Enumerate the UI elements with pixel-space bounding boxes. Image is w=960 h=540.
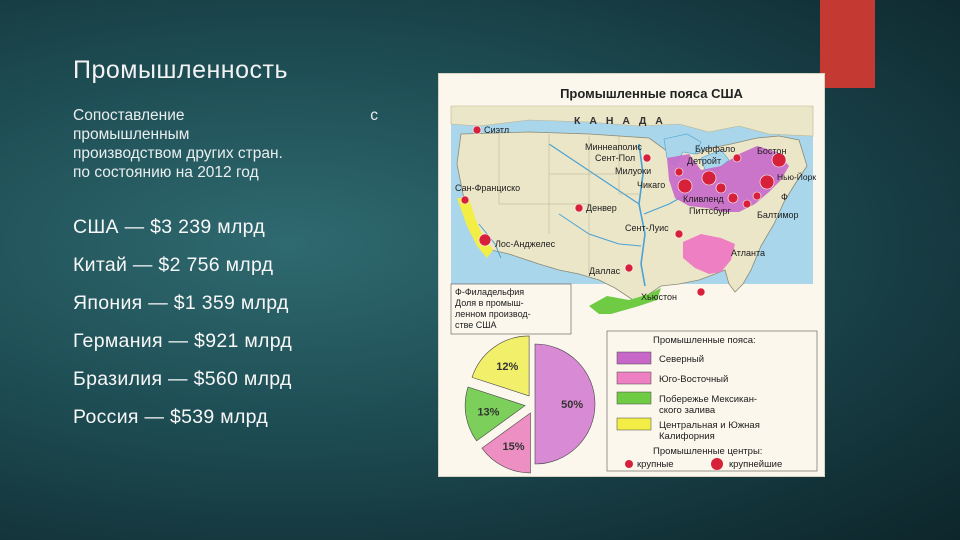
city-dot (473, 126, 481, 134)
city-pittsburgh: Питтсбург (689, 206, 731, 216)
city-saint-paul: Сент-Пол (595, 153, 636, 163)
city-atlanta: Атланта (731, 248, 765, 258)
city-dot-large (678, 179, 692, 193)
city-buffalo: Буффало (695, 144, 736, 154)
centers-title: Промышленные центры: (653, 446, 763, 457)
subtitle-line-3: производством других стран. (73, 145, 283, 162)
city-boston: Бостон (757, 146, 787, 156)
pie-title-line-3: стве США (455, 320, 497, 330)
list-item: Япония — $1 359 млрд (73, 292, 289, 314)
city-dot (461, 196, 469, 204)
center-large-marker (625, 460, 633, 468)
city-dot-large (702, 171, 716, 185)
usa-industry-map (438, 73, 825, 477)
pie-slice-label: 50% (561, 399, 584, 411)
legend-label: Северный (659, 354, 705, 365)
city-milwaukee: Милуоки (615, 166, 652, 176)
city-denver: Денвер (586, 203, 617, 213)
slide-subtitle (73, 106, 378, 182)
subtitle-word-1: Сопоставление (73, 107, 185, 124)
note-philadelphia: Ф-Филадельфия (455, 287, 525, 297)
legend-label: Побережье Мексикан- (659, 394, 758, 405)
legend-label: ского залива (659, 405, 716, 416)
list-item: Россия — $539 млрд (73, 406, 269, 428)
centers-large-label: крупные (637, 459, 674, 470)
list-item: Германия — $921 млрд (73, 330, 293, 352)
legend-title: Промышленные пояса: (653, 335, 756, 346)
city-dot (753, 192, 761, 200)
city-san-francisco: Сан-Франциско (455, 183, 521, 193)
production-list (73, 208, 292, 436)
accent-bar (820, 0, 875, 88)
list-item: США — $3 239 млрд (73, 216, 266, 238)
subtitle-line-4: по состоянию на 2012 год (73, 164, 259, 181)
legend-swatch (617, 392, 651, 404)
city-dot (716, 183, 726, 193)
legend-label: Центральная и Южная (659, 420, 760, 431)
slide-title: Промышленность (73, 56, 288, 84)
city-dot (675, 230, 683, 238)
city-dot-large (479, 234, 491, 246)
city-los-angeles: Лос-Анджелес (495, 239, 556, 249)
city-dot (733, 154, 741, 162)
city-dallas: Даллас (589, 266, 621, 276)
city-chicago: Чикаго (637, 180, 666, 190)
city-dot (697, 288, 705, 296)
pie-title-line-1: Доля в промыш- (455, 298, 524, 308)
pie-title-line-2: ленном производ- (455, 309, 531, 319)
pie-slice-label: 13% (477, 406, 500, 419)
city-dot (625, 264, 633, 272)
city-new-york: Нью-Йорк (777, 172, 817, 182)
legend-label: Юго-Восточный (659, 374, 729, 385)
city-seattle: Сиэтл (484, 125, 510, 135)
legend-swatch (617, 418, 651, 430)
city-dot (575, 204, 583, 212)
legend-label: Калифорния (659, 431, 715, 442)
subtitle-word-2: с (370, 107, 378, 124)
city-dot (643, 154, 651, 162)
city-dot-large (760, 175, 774, 189)
subtitle-line-2: промышленным (73, 126, 190, 143)
city-philadelphia: Ф (781, 192, 788, 202)
pie-slice-label: 12% (496, 360, 519, 373)
legend-swatch (617, 372, 651, 384)
map-title: Промышленные пояса США (560, 86, 743, 101)
city-dot (743, 200, 751, 208)
legend-swatch (617, 352, 651, 364)
list-item: Бразилия — $560 млрд (73, 368, 292, 390)
center-largest-marker (711, 458, 723, 470)
city-houston: Хьюстон (641, 292, 677, 302)
industry-share-pie (465, 336, 595, 473)
city-dot (728, 193, 738, 203)
city-dot (675, 168, 683, 176)
city-detroit: Детройт (687, 156, 722, 166)
list-item: Китай — $2 756 млрд (73, 254, 274, 276)
pie-slice-label: 15% (502, 441, 525, 454)
country-label: К А Н А Д А (574, 115, 666, 127)
city-cleveland: Кливленд (683, 194, 724, 204)
map-svg (439, 74, 824, 476)
city-saint-louis: Сент-Луис (625, 223, 669, 233)
city-minneapolis: Миннеаполис (585, 142, 642, 152)
centers-largest-label: крупнейшие (729, 459, 783, 470)
city-baltimore: Балтимор (757, 210, 799, 220)
